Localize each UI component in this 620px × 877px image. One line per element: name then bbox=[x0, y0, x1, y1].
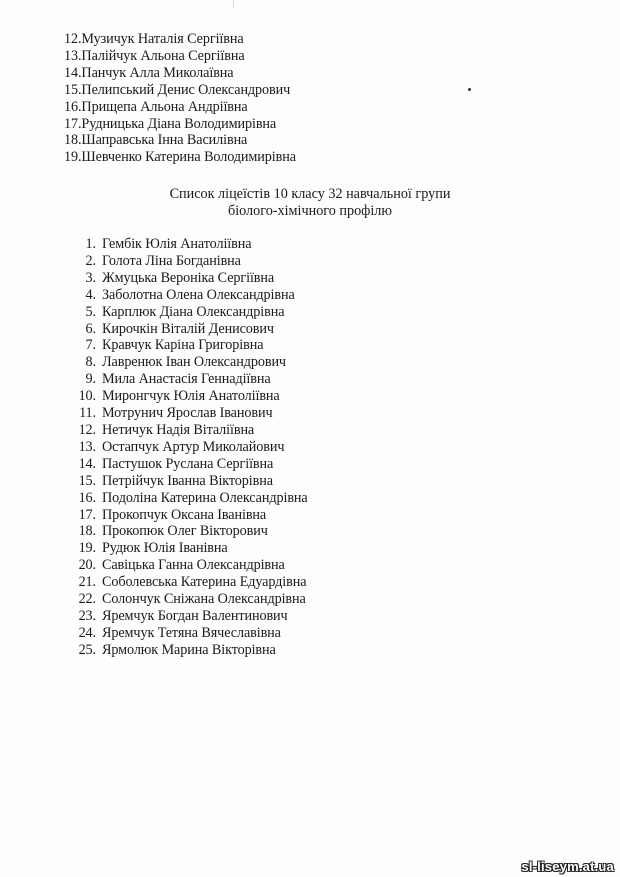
list-item: 17.Рудницька Діана Володимирівна bbox=[64, 115, 277, 132]
student-name: Кравчук Каріна Григорівна bbox=[102, 337, 264, 354]
item-number: 3. bbox=[85, 269, 96, 286]
list-item bbox=[60, 422, 308, 439]
list-item bbox=[60, 490, 308, 507]
list-item bbox=[60, 270, 308, 287]
list-item: 13.Палійчук Альона Сергіївна bbox=[64, 47, 245, 64]
student-name: Прокопюк Олег Вікторович bbox=[102, 523, 268, 540]
list-item bbox=[60, 371, 308, 388]
student-name: Яремчук Тетяна Вячеславівна bbox=[102, 624, 281, 641]
student-name: Кирочкін Віталій Денисович bbox=[102, 320, 274, 337]
list-item: 12.Музичук Наталія Сергіївна bbox=[64, 31, 244, 47]
item-number: 17. bbox=[78, 506, 96, 523]
student-name: Подоліна Катерина Олександрівна bbox=[102, 489, 308, 506]
list-item bbox=[60, 574, 308, 591]
student-name: Мотрунич Ярослав Іванович bbox=[102, 405, 273, 422]
list-heading bbox=[0, 186, 620, 220]
scan-mark bbox=[233, 0, 234, 8]
item-number: 14. bbox=[78, 455, 96, 472]
list-item bbox=[60, 625, 308, 642]
list-item bbox=[60, 507, 308, 524]
item-number: 7. bbox=[85, 337, 96, 354]
continued-student-list bbox=[64, 31, 296, 166]
list-item: 19.Шевченко Катерина Володимирівна bbox=[64, 149, 296, 166]
list-item: 14.Панчук Алла Миколаївна bbox=[64, 64, 234, 81]
item-number: 25. bbox=[78, 641, 96, 658]
item-number: 1. bbox=[85, 236, 96, 252]
student-name: Гембік Юлія Анатоліївна bbox=[102, 236, 252, 252]
item-number: 4. bbox=[85, 286, 96, 303]
student-name: Соболевська Катерина Едуардівна bbox=[102, 574, 307, 591]
item-number: 24. bbox=[78, 624, 96, 641]
item-number: 12. bbox=[78, 421, 96, 438]
item-number: 21. bbox=[78, 574, 96, 591]
student-name: Прокопчук Оксана Іванівна bbox=[102, 506, 267, 523]
list-item bbox=[60, 253, 308, 270]
student-name: Яремчук Богдан Валентинович bbox=[102, 607, 288, 624]
list-item bbox=[60, 608, 308, 625]
list-item bbox=[60, 523, 308, 540]
list-item bbox=[60, 236, 308, 253]
student-name: Голота Ліна Богданівна bbox=[102, 252, 241, 269]
item-number: 9. bbox=[85, 371, 96, 388]
list-item bbox=[60, 388, 308, 405]
item-number: 10. bbox=[78, 388, 96, 405]
student-name: Заболотна Олена Олександрівна bbox=[102, 286, 295, 303]
list-item bbox=[60, 473, 308, 490]
list-item bbox=[60, 304, 308, 321]
student-name: Нетичук Надія Віталіївна bbox=[102, 421, 255, 438]
student-name: Рудюк Юлія Іванівна bbox=[102, 540, 228, 557]
student-list bbox=[60, 236, 308, 659]
list-item bbox=[60, 456, 308, 473]
list-item bbox=[60, 540, 308, 557]
student-name: Лавренюк Іван Олександрович bbox=[102, 354, 286, 371]
heading-line-2: біолого-хімічного профілю bbox=[227, 203, 392, 219]
student-name: Солончук Сніжана Олександрівна bbox=[102, 591, 306, 608]
list-item bbox=[60, 287, 308, 304]
site-watermark: sl-liseym.at.ua bbox=[521, 859, 614, 874]
student-name: Остапчук Артур Миколайович bbox=[102, 438, 285, 455]
item-number: 19. bbox=[78, 540, 96, 557]
item-number: 18. bbox=[78, 523, 96, 540]
student-name: Мила Анастасія Геннадіївна bbox=[102, 371, 271, 388]
item-number: 23. bbox=[78, 607, 96, 624]
list-item bbox=[60, 354, 308, 371]
item-number: 13. bbox=[78, 438, 96, 455]
student-name: Ярмолюк Марина Вікторівна bbox=[102, 641, 276, 658]
student-name: Жмуцька Вероніка Сергіївна bbox=[102, 269, 275, 286]
list-item: 15.Пелипський Денис Олександрович bbox=[64, 81, 291, 98]
list-item bbox=[60, 405, 308, 422]
student-name: Пастушок Руслана Сергіївна bbox=[102, 455, 274, 472]
student-name: Петрійчук Іванна Вікторівна bbox=[102, 472, 273, 489]
list-item bbox=[60, 591, 308, 608]
item-number: 22. bbox=[78, 591, 96, 608]
student-name: Савіцька Ганна Олександрівна bbox=[102, 557, 285, 574]
list-item bbox=[60, 439, 308, 456]
item-number: 16. bbox=[78, 489, 96, 506]
item-number: 6. bbox=[85, 320, 96, 337]
item-number: 8. bbox=[85, 354, 96, 371]
list-item bbox=[60, 321, 308, 338]
list-item: 16.Прищепа Альона Андріївна bbox=[64, 98, 248, 115]
student-name: Карплюк Діана Олександрівна bbox=[102, 303, 285, 320]
item-number: 5. bbox=[85, 303, 96, 320]
list-item bbox=[60, 642, 308, 659]
list-item: 18.Шаправська Інна Василівна bbox=[64, 132, 248, 149]
heading-line-1: Список ліцеїстів 10 класу 32 навчальної групи bbox=[169, 186, 451, 202]
student-name: Миронгчук Юлія Анатоліївна bbox=[102, 388, 280, 405]
list-item bbox=[60, 337, 308, 354]
list-item bbox=[60, 557, 308, 574]
item-number: 20. bbox=[78, 557, 96, 574]
item-number: 11. bbox=[79, 405, 96, 422]
item-number: 15. bbox=[78, 472, 96, 489]
item-number: 2. bbox=[85, 252, 96, 269]
scan-speck bbox=[468, 88, 471, 91]
